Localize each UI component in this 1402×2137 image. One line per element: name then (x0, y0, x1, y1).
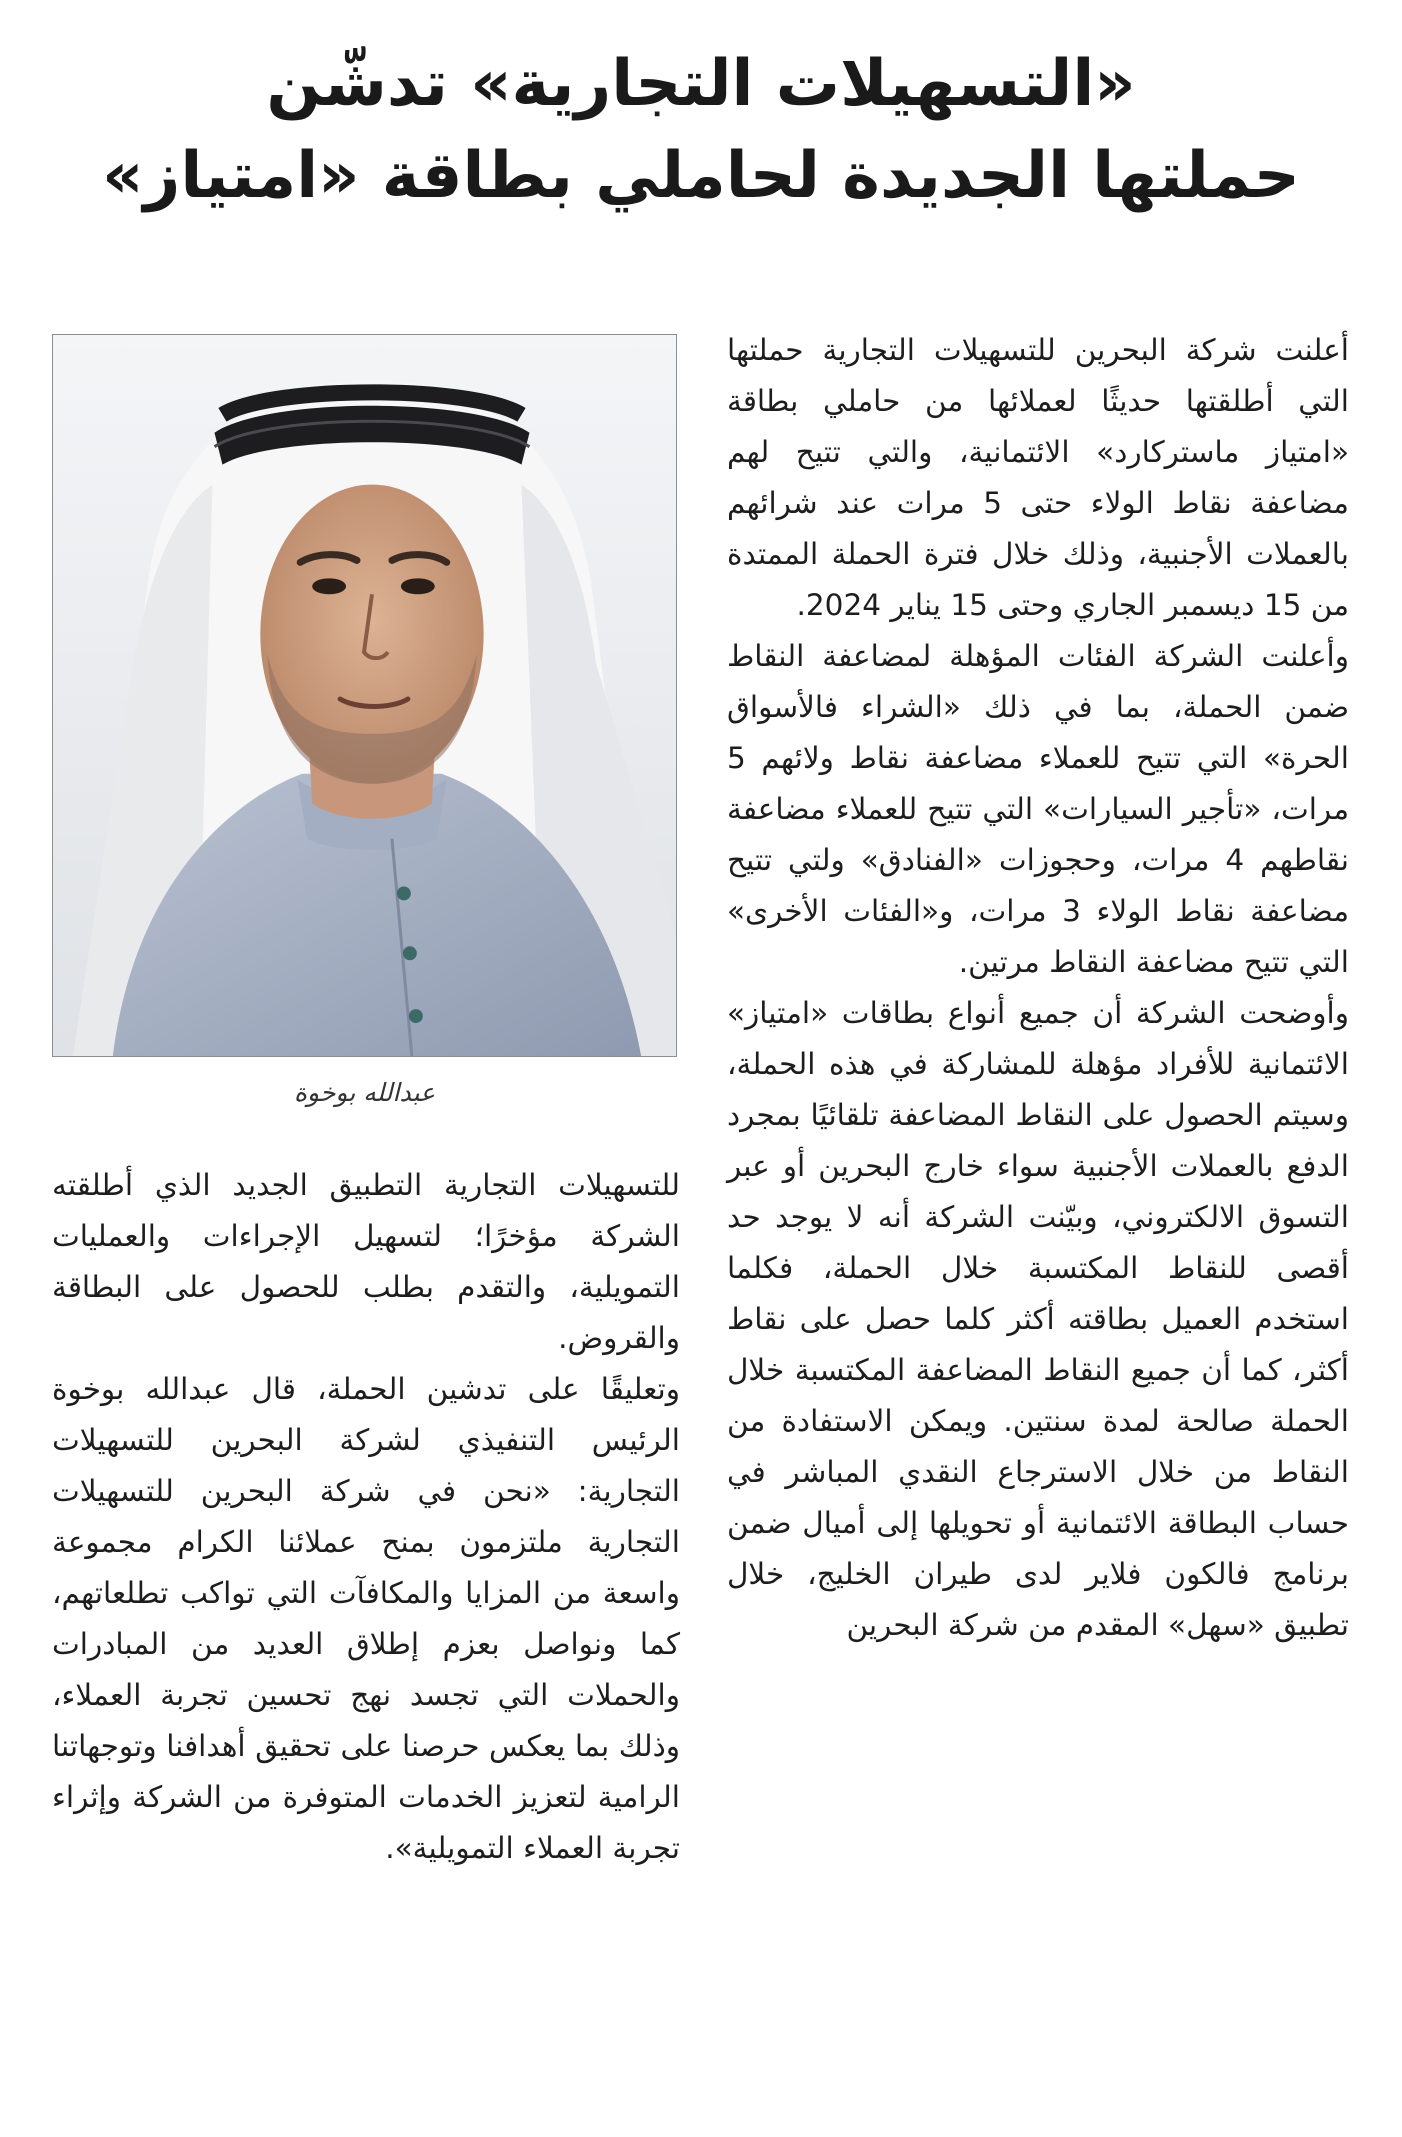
body-paragraph: أعلنت شركة البحرين للتسهيلات التجارية حملتها التي أطلقتها حديثًا لعملائها من حاملي بطاقة «امتياز ماستركارد» الائتمانية، والتي تتيح لهم مضاعفة نقاط الولاء حتى 5 مرات عند شرائهم بالعملات الأجنبية، وذلك خلال فترة الحملة الممتدة من 15 ديسمبر الجاري وحتى 15 يناير 2024. (727, 333, 1349, 622)
portrait-photo (52, 334, 677, 1057)
body-paragraph: وأوضحت الشركة أن جميع أنواع بطاقات «امتياز» الائتمانية للأفراد مؤهلة للمشاركة في هذه الحملة، وسيتم الحصول على النقاط المضاعفة تلقائيًا بمجرد الدفع بالعملات الأجنبية سواء خارج البحرين أو عبر التسوق الالكتروني، وبيّنت الشركة أنه لا يوجد حد أقصى للنقاط المكتسبة خلال الحملة، فكلما استخدم العميل بطاقته أكثر كلما حصل على نقاط أكثر، كما أن جميع النقاط المضاعفة المكتسبة خلال الحملة صالحة لمدة سنتين. ويمكن الاستفادة من النقاط من خلال الاسترجاع النقدي المباشر في حساب البطاقة الائتمانية أو تحويلها إلى أميال ضمن برنامج فالكون فلاير لدى طيران الخليج، خلال تطبيق «سهل» المقدم من شركة البحرين (727, 996, 1349, 1642)
headline-line-2: حملتها الجديدة لحاملي بطاقة «امتياز» (102, 139, 1300, 213)
body-paragraph: وتعليقًا على تدشين الحملة، قال عبدالله بوخوة الرئيس التنفيذي لشركة البحرين للتسهيلات التجارية: «نحن في شركة البحرين للتسهيلات التجارية ملتزمون بمنح عملائنا الكرام مجموعة واسعة من المزايا والمكافآت التي تواكب تطلعاتهم، كما ونواصل بعزم إطلاق العديد من المبادرات والحملات التي تجسد نهج تحسين تجربة العملاء، وذلك بما يعكس حرصنا على تحقيق أهدافنا وتوجهاتنا الرامية لتعزيز الخدمات المتوفرة من الشركة وإثراء تجربة العملاء التمويلية». (52, 1372, 680, 1865)
article-body-left-column (52, 1160, 680, 1874)
body-paragraph: وأعلنت الشركة الفئات المؤهلة لمضاعفة النقاط ضمن الحملة، بما في ذلك «الشراء فالأسواق الحرة» التي تتيح للعملاء مضاعفة نقاط ولائهم 5 مرات، «تأجير السيارات» التي تتيح للعملاء مضاعفة نقاطهم 4 مرات، وحجوزات «الفنادق» ولتي تتيح مضاعفة نقاط الولاء 3 مرات، و«الفئات الأخرى» التي تتيح مضاعفة النقاط مرتين. (727, 639, 1349, 979)
portrait-illustration (53, 335, 676, 1056)
article-headline (60, 38, 1342, 222)
article-body-right-column (727, 325, 1349, 1651)
body-paragraph: للتسهيلات التجارية التطبيق الجديد الذي أطلقته الشركة مؤخرًا؛ لتسهيل الإجراءات والعمليات التمويلية، والتقدم بطلب للحصول على البطاقة والقروض. (52, 1168, 680, 1355)
headline-line-1: «التسهيلات التجارية» تدشّن (266, 47, 1136, 121)
photo-caption: عبدالله بوخوة (293, 1078, 436, 1107)
